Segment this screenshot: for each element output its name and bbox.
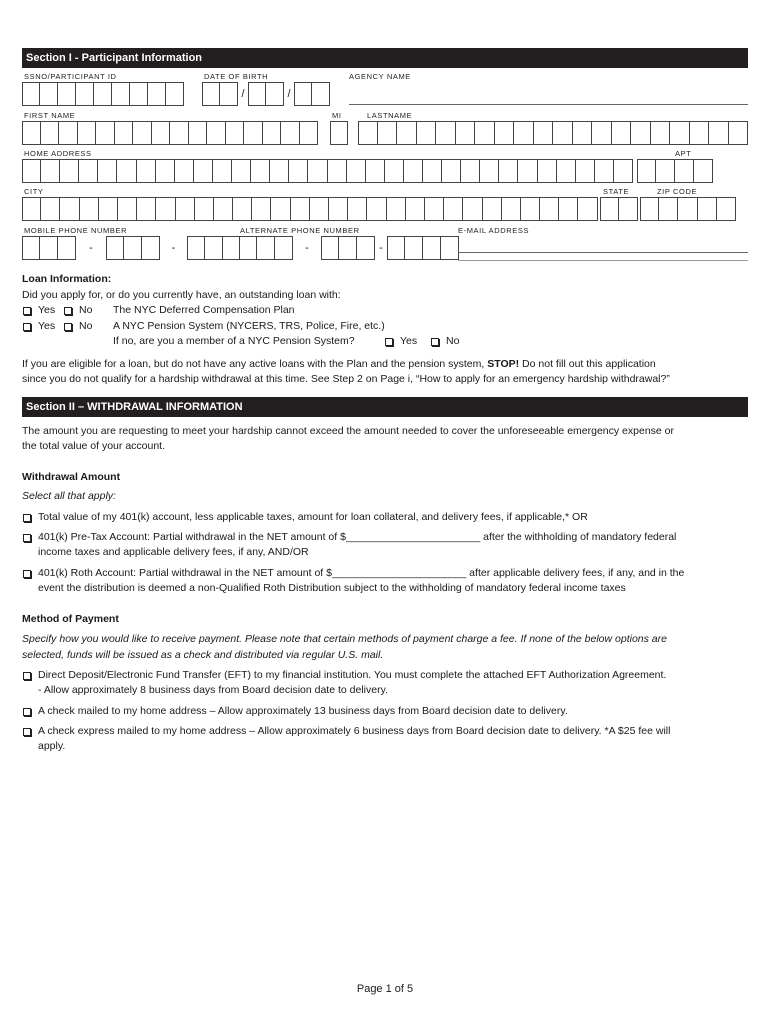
withdrawal-amount-heading: Withdrawal Amount [22, 471, 121, 483]
city-box[interactable] [291, 197, 310, 221]
phone-box[interactable] [106, 236, 124, 260]
last-name-box[interactable] [475, 121, 495, 145]
phone-box[interactable] [257, 236, 275, 260]
apt-box[interactable] [694, 159, 713, 183]
phone-box[interactable] [357, 236, 375, 260]
pension-member-yes-checkbox[interactable] [385, 338, 393, 346]
roth-partial-checkbox[interactable] [23, 570, 31, 578]
first-name-box[interactable] [78, 121, 97, 145]
zip-box[interactable] [698, 197, 717, 221]
address-box[interactable] [137, 159, 156, 183]
last-name-box[interactable] [573, 121, 593, 145]
express-check-checkbox[interactable] [23, 728, 31, 736]
zip-box[interactable] [717, 197, 736, 221]
city-box[interactable] [578, 197, 597, 221]
city-box[interactable] [233, 197, 252, 221]
dob-month-box[interactable] [220, 82, 238, 106]
address-box[interactable] [576, 159, 595, 183]
address-box[interactable] [98, 159, 117, 183]
first-name-box[interactable] [115, 121, 134, 145]
roth-partial-option-line2: event the distribution is deemed a non-Qualified Roth Distribution subject to the withholding of mandatory federal income taxes [38, 582, 626, 594]
address-box[interactable] [251, 159, 270, 183]
address-box[interactable] [442, 159, 461, 183]
address-box[interactable] [595, 159, 614, 183]
eligibility-note-b: Do not fill out this application [522, 358, 656, 370]
total-value-checkbox[interactable] [23, 514, 31, 522]
phone-box[interactable] [387, 236, 405, 260]
city-box[interactable] [348, 197, 367, 221]
mi-input[interactable] [330, 121, 348, 145]
loan-question: Did you apply for, or do you currently have, an outstanding loan with: [22, 289, 341, 301]
last-name-box[interactable] [729, 121, 749, 145]
city-box[interactable] [521, 197, 540, 221]
city-box[interactable] [156, 197, 175, 221]
address-box[interactable] [194, 159, 213, 183]
ssno-box[interactable] [40, 82, 58, 106]
address-box[interactable] [328, 159, 347, 183]
loan-info-heading: Loan Information: [22, 273, 112, 285]
last-name-box[interactable] [709, 121, 729, 145]
apt-box[interactable] [637, 159, 656, 183]
apt-box[interactable] [656, 159, 675, 183]
state-box[interactable] [600, 197, 619, 221]
phone-box[interactable] [441, 236, 459, 260]
phone-box[interactable] [40, 236, 58, 260]
last-name-box[interactable] [397, 121, 417, 145]
city-box[interactable] [444, 197, 463, 221]
address-box[interactable] [499, 159, 518, 183]
phone-box[interactable] [142, 236, 160, 260]
first-name-box[interactable] [244, 121, 263, 145]
eligibility-note-line2: since you do not qualify for a hardship withdrawal at this time. See Step 2 on Page i, “How to apply for an emergency hardship withdrawal?” [22, 373, 670, 385]
dob-year-box[interactable] [294, 82, 312, 106]
yes-label: Yes [400, 335, 418, 347]
address-box[interactable] [156, 159, 175, 183]
payment-note-line2: selected, funds will be issued as a check and distributed via regular U.S. mail. [22, 649, 384, 661]
city-box[interactable] [387, 197, 406, 221]
email-field[interactable] [458, 252, 748, 253]
address-box[interactable] [79, 159, 98, 183]
date-separator: / [287, 88, 291, 100]
loan-pension-label: A NYC Pension System (NYCERS, TRS, Police, Fire, etc.) [113, 320, 385, 332]
address-box[interactable] [423, 159, 442, 183]
phone-box[interactable] [239, 236, 257, 260]
city-box[interactable] [310, 197, 329, 221]
city-box[interactable] [329, 197, 348, 221]
home-address-label: HOME ADDRESS [24, 149, 92, 158]
first-name-box[interactable] [96, 121, 115, 145]
address-box[interactable] [22, 159, 41, 183]
phone-box[interactable] [205, 236, 223, 260]
ssno-box[interactable] [22, 82, 40, 106]
address-box[interactable] [117, 159, 136, 183]
dob-month-box[interactable] [202, 82, 220, 106]
pension-member-question: If no, are you a member of a NYC Pension System? [113, 335, 355, 347]
address-box[interactable] [60, 159, 79, 183]
phone-box[interactable] [339, 236, 357, 260]
city-box[interactable] [22, 197, 41, 221]
ssno-box[interactable] [94, 82, 112, 106]
city-box[interactable] [137, 197, 156, 221]
zip-box[interactable] [640, 197, 659, 221]
address-box[interactable] [41, 159, 60, 183]
last-name-box[interactable] [651, 121, 671, 145]
first-name-input[interactable] [22, 121, 318, 145]
ssno-box[interactable] [58, 82, 76, 106]
city-box[interactable] [463, 197, 482, 221]
address-box[interactable] [385, 159, 404, 183]
pretax-partial-checkbox[interactable] [23, 534, 31, 542]
zip-box[interactable] [659, 197, 678, 221]
dob-day-box[interactable] [248, 82, 266, 106]
mailed-check-checkbox[interactable] [23, 708, 31, 716]
last-name-box[interactable] [553, 121, 573, 145]
city-box[interactable] [214, 197, 233, 221]
ssno-label: SSNO/PARTICIPANT ID [24, 72, 117, 81]
loan-plan-label: The NYC Deferred Compensation Plan [113, 304, 295, 316]
phone-separator: - [89, 242, 93, 254]
last-name-box[interactable] [514, 121, 534, 145]
last-name-box[interactable] [612, 121, 632, 145]
roth-partial-option-line1: 401(k) Roth Account: Partial withdrawal in the NET amount of $_______________________ after applicable delivery fees, if any, and in the [38, 567, 685, 579]
first-name-box[interactable] [59, 121, 78, 145]
phone-box[interactable] [275, 236, 293, 260]
payment-note-line1: Specify how you would like to receive payment. Please note that certain methods of payment charge a fee. If none of the below options are [22, 633, 667, 645]
city-box[interactable] [271, 197, 290, 221]
mailed-check-option: A check mailed to my home address – Allow approximately 13 business days from Board decision date to delivery. [38, 705, 568, 717]
state-box[interactable] [619, 197, 638, 221]
alternate-phone-input[interactable] [239, 236, 459, 260]
phone-separator: - [379, 242, 383, 254]
first-name-box[interactable] [170, 121, 189, 145]
first-name-label: FIRST NAME [24, 111, 76, 120]
last-name-box[interactable] [670, 121, 690, 145]
address-box[interactable] [175, 159, 194, 183]
section-1-header: Section I - Participant Information [22, 48, 748, 68]
address-box[interactable] [366, 159, 385, 183]
address-box[interactable] [347, 159, 366, 183]
address-box[interactable] [308, 159, 327, 183]
address-box[interactable] [404, 159, 423, 183]
dob-year-box[interactable] [312, 82, 330, 106]
city-box[interactable] [483, 197, 502, 221]
alternate-phone-label: ALTERNATE PHONE NUMBER [240, 226, 360, 235]
phone-box[interactable] [124, 236, 142, 260]
apt-label: APT [675, 149, 692, 158]
last-name-label: LASTNAME [367, 111, 413, 120]
city-box[interactable] [502, 197, 521, 221]
direct-deposit-option-line2: - Allow approximately 8 business days from Board decision date to delivery. [38, 684, 388, 696]
city-label: CITY [24, 187, 44, 196]
address-box[interactable] [557, 159, 576, 183]
section-2-intro-line2: the total value of your account. [22, 440, 166, 452]
address-box[interactable] [213, 159, 232, 183]
direct-deposit-option-line1: Direct Deposit/Electronic Fund Transfer (EFT) to my financial institution. You must complete the attached EFT Authorization Agreement. [38, 669, 667, 681]
dob-label: DATE OF BIRTH [204, 72, 269, 81]
phone-box[interactable] [405, 236, 423, 260]
dob-input[interactable] [202, 82, 330, 106]
last-name-box[interactable] [631, 121, 651, 145]
phone-box[interactable] [321, 236, 339, 260]
email-label: E-MAIL ADDRESS [458, 226, 530, 235]
no-label: No [79, 304, 93, 316]
last-name-box[interactable] [378, 121, 398, 145]
eligibility-note [22, 357, 656, 373]
first-name-box[interactable] [207, 121, 226, 145]
express-check-option-line2: apply. [38, 740, 66, 752]
ssno-box[interactable] [112, 82, 130, 106]
last-name-box[interactable] [495, 121, 515, 145]
method-of-payment-heading: Method of Payment [22, 613, 119, 625]
city-box[interactable] [60, 197, 79, 221]
mobile-phone-input[interactable] [22, 236, 259, 260]
pretax-partial-option-line1: 401(k) Pre-Tax Account: Partial withdrawal in the NET amount of $_______________________ after the withholding of mandatory federal [38, 531, 677, 543]
city-input[interactable] [22, 197, 736, 221]
zip-box[interactable] [678, 197, 697, 221]
city-box[interactable] [176, 197, 195, 221]
city-box[interactable] [99, 197, 118, 221]
phone-box[interactable] [423, 236, 441, 260]
ssno-box[interactable] [148, 82, 166, 106]
address-box[interactable] [480, 159, 499, 183]
first-name-box[interactable] [133, 121, 152, 145]
ssno-box[interactable] [130, 82, 148, 106]
city-box[interactable] [41, 197, 60, 221]
first-name-box[interactable] [152, 121, 171, 145]
address-box[interactable] [614, 159, 633, 183]
email-field-second-line[interactable] [458, 260, 748, 261]
apt-box[interactable] [675, 159, 694, 183]
state-label: STATE [603, 187, 630, 196]
city-box[interactable] [406, 197, 425, 221]
first-name-box[interactable] [263, 121, 282, 145]
total-value-option: Total value of my 401(k) account, less applicable taxes, amount for loan collateral, and delivery fees, if applicable,* OR [38, 511, 588, 523]
first-name-box[interactable] [226, 121, 245, 145]
phone-box[interactable] [22, 236, 40, 260]
home-address-input[interactable] [22, 159, 713, 183]
city-box[interactable] [195, 197, 214, 221]
mobile-phone-label: MOBILE PHONE NUMBER [24, 226, 128, 235]
phone-separator: - [171, 242, 176, 254]
pretax-partial-option-line2: income taxes and applicable delivery fees, if any, AND/OR [38, 546, 309, 558]
phone-separator: - [305, 242, 309, 254]
city-box[interactable] [118, 197, 137, 221]
yes-label: Yes [38, 320, 56, 332]
agency-name-field[interactable] [349, 104, 748, 105]
last-name-box[interactable] [592, 121, 612, 145]
section-2-header: Section II – WITHDRAWAL INFORMATION [22, 397, 748, 417]
eligibility-note-a: If you are eligible for a loan, but do not have any active loans with the Plan and the pension system, [22, 358, 485, 370]
ssno-box[interactable] [76, 82, 94, 106]
loan-pension-yes-checkbox[interactable] [23, 323, 31, 331]
ssno-input[interactable] [22, 82, 184, 106]
city-box[interactable] [367, 197, 386, 221]
dob-day-box[interactable] [266, 82, 284, 106]
last-name-box[interactable] [690, 121, 710, 145]
address-box[interactable] [518, 159, 537, 183]
loan-pension-no-checkbox[interactable] [64, 323, 72, 331]
zip-label: ZIP CODE [657, 187, 698, 196]
address-box[interactable] [232, 159, 251, 183]
city-box[interactable] [559, 197, 578, 221]
no-label: No [79, 320, 93, 332]
first-name-box[interactable] [41, 121, 60, 145]
date-separator: / [241, 88, 245, 100]
direct-deposit-checkbox[interactable] [23, 672, 31, 680]
city-box[interactable] [540, 197, 559, 221]
ssno-box[interactable] [166, 82, 184, 106]
city-box[interactable] [80, 197, 99, 221]
last-name-box[interactable] [456, 121, 476, 145]
mi-box[interactable] [330, 121, 348, 145]
last-name-box[interactable] [534, 121, 554, 145]
first-name-box[interactable] [300, 121, 319, 145]
agency-label: AGENCY NAME [349, 72, 411, 81]
express-check-option-line1: A check express mailed to my home address – Allow approximately 6 business days from Board decision date to delivery. *A $25 fee will [38, 725, 671, 737]
yes-label: Yes [38, 304, 56, 316]
loan-plan-no-checkbox[interactable] [64, 307, 72, 315]
last-name-box[interactable] [417, 121, 437, 145]
last-name-input[interactable] [358, 121, 748, 145]
select-all-note: Select all that apply: [22, 490, 116, 502]
last-name-box[interactable] [358, 121, 378, 145]
stop-text: STOP! [487, 358, 520, 370]
phone-box[interactable] [58, 236, 76, 260]
address-box[interactable] [289, 159, 308, 183]
no-label: No [446, 335, 460, 347]
section-2-intro-line1: The amount you are requesting to meet your hardship cannot exceed the amount needed to cover the unforeseeable emergency expense or [22, 425, 674, 437]
city-box[interactable] [252, 197, 271, 221]
address-box[interactable] [461, 159, 480, 183]
address-box[interactable] [538, 159, 557, 183]
city-box[interactable] [425, 197, 444, 221]
phone-box[interactable] [187, 236, 205, 260]
pension-member-no-checkbox[interactable] [431, 338, 439, 346]
address-box[interactable] [270, 159, 289, 183]
first-name-box[interactable] [281, 121, 300, 145]
first-name-box[interactable] [22, 121, 41, 145]
loan-plan-yes-checkbox[interactable] [23, 307, 31, 315]
last-name-box[interactable] [436, 121, 456, 145]
first-name-box[interactable] [189, 121, 208, 145]
mi-label: MI [332, 111, 342, 120]
page-number: Page 1 of 5 [356, 983, 414, 995]
